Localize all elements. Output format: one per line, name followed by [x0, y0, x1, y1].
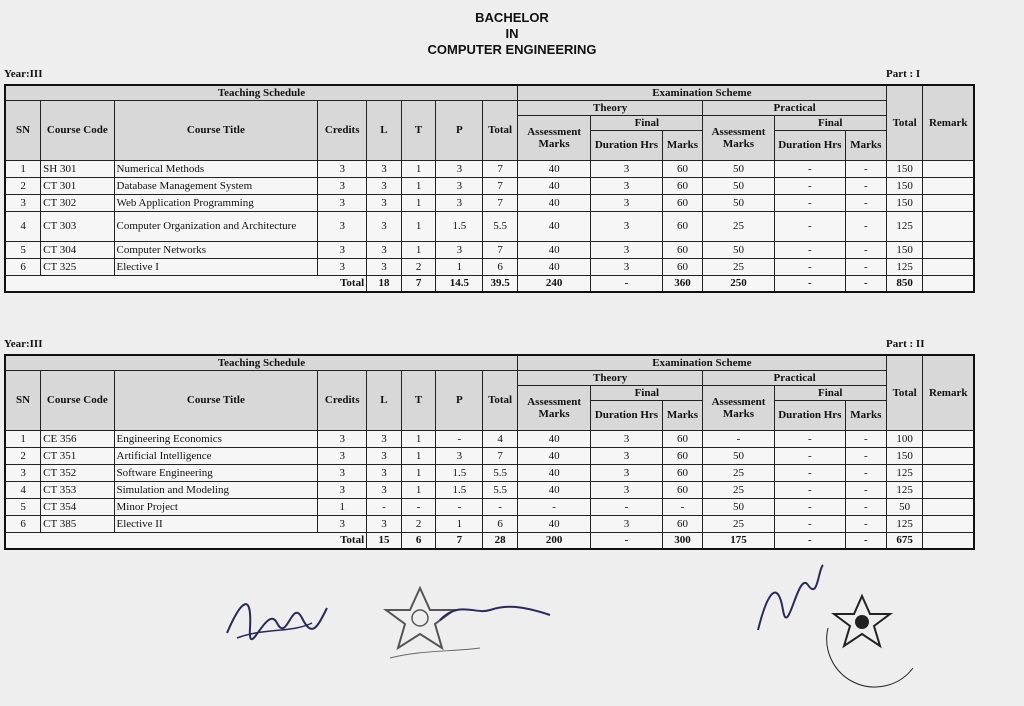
- table-cell: 125: [886, 464, 923, 481]
- table-cell: 3: [591, 515, 662, 532]
- table-cell: 3: [318, 447, 367, 464]
- header-t: T: [401, 370, 436, 430]
- header-final: Final: [774, 115, 886, 130]
- table-row: [5, 258, 974, 275]
- total-row: [5, 275, 974, 292]
- table-cell: CE 356: [41, 430, 114, 447]
- table-cell: 3: [367, 430, 402, 447]
- table-cell: [923, 464, 974, 481]
- table-row: [5, 481, 974, 498]
- table-cell: 3: [591, 481, 662, 498]
- table-cell: -: [436, 498, 483, 515]
- header-marks: Marks: [845, 400, 886, 430]
- table-cell: -: [774, 481, 845, 498]
- table-cell: -: [774, 447, 845, 464]
- table-cell: 1: [5, 430, 41, 447]
- table-cell: 1: [401, 160, 436, 177]
- header-assessment-marks: Assessment Marks: [517, 385, 590, 430]
- table-cell: 25: [703, 211, 774, 241]
- table-cell: 1: [401, 481, 436, 498]
- table-cell: CT 353: [41, 481, 114, 498]
- total-cell: 240: [517, 275, 590, 292]
- table-cell: 3: [436, 447, 483, 464]
- table-row: [5, 177, 974, 194]
- header-teaching-schedule: Teaching Schedule: [5, 355, 517, 370]
- table-cell: 60: [662, 430, 703, 447]
- total-cell: 18: [367, 275, 402, 292]
- table-cell: 3: [318, 177, 367, 194]
- table-cell: 3: [318, 430, 367, 447]
- table-cell: 3: [367, 258, 402, 275]
- table-cell: -: [774, 177, 845, 194]
- table-cell: 125: [886, 258, 923, 275]
- total-cell: 6: [401, 532, 436, 549]
- table-cell: 6: [5, 258, 41, 275]
- table-cell: 3: [367, 177, 402, 194]
- table-cell: 7: [483, 194, 518, 211]
- table-cell: CT 385: [41, 515, 114, 532]
- table-cell: [923, 447, 974, 464]
- table-cell: 50: [703, 177, 774, 194]
- table-cell: 60: [662, 447, 703, 464]
- table-cell: 6: [5, 515, 41, 532]
- total-cell: 300: [662, 532, 703, 549]
- header-marks: Marks: [662, 400, 703, 430]
- table-cell: Engineering Economics: [114, 430, 318, 447]
- table-cell: 150: [886, 447, 923, 464]
- table-cell: 4: [483, 430, 518, 447]
- table-cell: [923, 160, 974, 177]
- header-assessment-marks: Assessment Marks: [517, 115, 590, 160]
- table-cell: 3: [591, 241, 662, 258]
- table-cell: Computer Organization and Architecture: [114, 211, 318, 241]
- table-cell: Web Application Programming: [114, 194, 318, 211]
- table-cell: 3: [591, 177, 662, 194]
- table-cell: Simulation and Modeling: [114, 481, 318, 498]
- table-cell: 40: [517, 464, 590, 481]
- table-cell: CT 354: [41, 498, 114, 515]
- header-duration-hrs: Duration Hrs: [774, 130, 845, 160]
- table-cell: 2: [401, 515, 436, 532]
- table-cell: -: [703, 430, 774, 447]
- table-row: [5, 447, 974, 464]
- table-cell: 7: [483, 177, 518, 194]
- institute-seal: [818, 588, 928, 698]
- total-cell: 15: [367, 532, 402, 549]
- total-cell: -: [774, 532, 845, 549]
- table-cell: 40: [517, 211, 590, 241]
- total-row: [5, 532, 974, 549]
- table-cell: CT 303: [41, 211, 114, 241]
- table-cell: 40: [517, 430, 590, 447]
- table-cell: 50: [703, 160, 774, 177]
- table-cell: Elective II: [114, 515, 318, 532]
- table-cell: Database Management System: [114, 177, 318, 194]
- total-cell: 14.5: [436, 275, 483, 292]
- table-cell: 60: [662, 194, 703, 211]
- table-cell: [923, 241, 974, 258]
- table-cell: 40: [517, 194, 590, 211]
- table-row: [5, 430, 974, 447]
- header-assessment-marks: Assessment Marks: [703, 385, 774, 430]
- table-cell: [923, 211, 974, 241]
- schedule-table-part1: [4, 84, 975, 293]
- table-cell: 60: [662, 481, 703, 498]
- table-cell: -: [845, 498, 886, 515]
- table-cell: 4: [5, 481, 41, 498]
- table-cell: -: [845, 177, 886, 194]
- header-p: P: [436, 100, 483, 160]
- table-cell: -: [845, 481, 886, 498]
- table-cell: Minor Project: [114, 498, 318, 515]
- table-cell: -: [845, 447, 886, 464]
- table-cell: -: [774, 194, 845, 211]
- table-cell: 3: [367, 447, 402, 464]
- header-total: Total: [886, 85, 923, 160]
- table-cell: 1: [401, 194, 436, 211]
- table-cell: 3: [5, 464, 41, 481]
- header-t: T: [401, 100, 436, 160]
- header-credits: Credits: [318, 370, 367, 430]
- table-cell: 3: [318, 211, 367, 241]
- table-cell: CT 352: [41, 464, 114, 481]
- total-cell: 200: [517, 532, 590, 549]
- table-cell: CT 351: [41, 447, 114, 464]
- table-cell: 50: [886, 498, 923, 515]
- table-cell: 3: [436, 160, 483, 177]
- table-cell: -: [517, 498, 590, 515]
- header-remark: Remark: [923, 85, 974, 160]
- header-course-code: Course Code: [41, 370, 114, 430]
- header-l: L: [367, 370, 402, 430]
- header-remark: Remark: [923, 355, 974, 430]
- table-cell: -: [774, 464, 845, 481]
- table-cell: 150: [886, 194, 923, 211]
- table-cell: 3: [367, 464, 402, 481]
- table-cell: -: [774, 430, 845, 447]
- table-cell: [923, 481, 974, 498]
- table-cell: CT 302: [41, 194, 114, 211]
- table-cell: 125: [886, 211, 923, 241]
- total-cell: -: [591, 275, 662, 292]
- table-cell: 60: [662, 211, 703, 241]
- dean-seal-center: [380, 580, 560, 670]
- table-cell: 150: [886, 241, 923, 258]
- table-cell: 3: [318, 241, 367, 258]
- header-total: Total: [483, 100, 518, 160]
- table-cell: Software Engineering: [114, 464, 318, 481]
- table-cell: -: [845, 194, 886, 211]
- title-line-2: IN: [505, 26, 519, 41]
- table-cell: 3: [591, 194, 662, 211]
- table-cell: 1.5: [436, 211, 483, 241]
- table-cell: 150: [886, 160, 923, 177]
- table-cell: -: [436, 430, 483, 447]
- table-cell: -: [845, 160, 886, 177]
- table-cell: -: [774, 211, 845, 241]
- total-cell: -: [845, 275, 886, 292]
- table-cell: CT 304: [41, 241, 114, 258]
- header-examination-scheme: Examination Scheme: [517, 355, 886, 370]
- total-cell: [923, 275, 974, 292]
- total-cell: 360: [662, 275, 703, 292]
- table-cell: 3: [591, 430, 662, 447]
- table-row: [5, 498, 974, 515]
- table-cell: 40: [517, 241, 590, 258]
- table-cell: 1: [436, 515, 483, 532]
- document-title: [0, 10, 1024, 58]
- table-cell: [923, 194, 974, 211]
- table-cell: 3: [591, 464, 662, 481]
- table-cell: [923, 515, 974, 532]
- total-cell: 250: [703, 275, 774, 292]
- year-label-part2: Year:III: [4, 338, 43, 350]
- header-duration-hrs: Duration Hrs: [591, 130, 662, 160]
- table-row: [5, 211, 974, 241]
- table-cell: Computer Networks: [114, 241, 318, 258]
- table-cell: [923, 430, 974, 447]
- schedule-table-part2: [4, 354, 975, 550]
- total-cell: 7: [436, 532, 483, 549]
- table-cell: -: [845, 464, 886, 481]
- table-cell: 3: [367, 160, 402, 177]
- table-cell: SH 301: [41, 160, 114, 177]
- table-cell: 3: [318, 464, 367, 481]
- table-cell: 40: [517, 447, 590, 464]
- table-cell: -: [845, 430, 886, 447]
- table-cell: Numerical Methods: [114, 160, 318, 177]
- table-cell: 4: [5, 211, 41, 241]
- total-cell: -: [774, 275, 845, 292]
- part-label-part2: Part : II: [886, 338, 925, 350]
- table-cell: 1: [401, 211, 436, 241]
- table-cell: 3: [318, 160, 367, 177]
- table-cell: 3: [591, 160, 662, 177]
- table-cell: 7: [483, 160, 518, 177]
- table-cell: 50: [703, 498, 774, 515]
- table-cell: -: [774, 241, 845, 258]
- table-cell: 6: [483, 515, 518, 532]
- table-cell: 7: [483, 241, 518, 258]
- table-cell: 2: [401, 258, 436, 275]
- table-cell: -: [401, 498, 436, 515]
- table-cell: 3: [367, 194, 402, 211]
- table-cell: 25: [703, 481, 774, 498]
- table-cell: -: [662, 498, 703, 515]
- header-course-code: Course Code: [41, 100, 114, 160]
- table-cell: 5: [5, 498, 41, 515]
- table-cell: [923, 498, 974, 515]
- table-cell: 60: [662, 464, 703, 481]
- table-cell: 100: [886, 430, 923, 447]
- table-cell: 60: [662, 241, 703, 258]
- table-cell: 3: [367, 515, 402, 532]
- table-cell: 1: [401, 447, 436, 464]
- header-theory: Theory: [517, 100, 702, 115]
- table-cell: 3: [591, 258, 662, 275]
- table-cell: -: [483, 498, 518, 515]
- table-cell: 7: [483, 447, 518, 464]
- table-cell: 125: [886, 515, 923, 532]
- header-credits: Credits: [318, 100, 367, 160]
- table-cell: 1: [318, 498, 367, 515]
- table-cell: 3: [367, 481, 402, 498]
- table-cell: 3: [318, 515, 367, 532]
- header-course-title: Course Title: [114, 100, 318, 160]
- table-cell: 5.5: [483, 211, 518, 241]
- table-cell: 1: [401, 241, 436, 258]
- table-cell: 2: [5, 177, 41, 194]
- table-cell: 3: [591, 211, 662, 241]
- total-cell: -: [591, 532, 662, 549]
- table-cell: 5.5: [483, 481, 518, 498]
- total-cell: -: [845, 532, 886, 549]
- table-cell: 125: [886, 481, 923, 498]
- total-cell: 39.5: [483, 275, 518, 292]
- header-total: Total: [886, 355, 923, 430]
- total-cell: 175: [703, 532, 774, 549]
- header-practical: Practical: [703, 100, 886, 115]
- table-cell: 40: [517, 481, 590, 498]
- table-row: [5, 241, 974, 258]
- table-cell: -: [591, 498, 662, 515]
- table-cell: 150: [886, 177, 923, 194]
- table-cell: CT 325: [41, 258, 114, 275]
- header-practical: Practical: [703, 370, 886, 385]
- header-course-title: Course Title: [114, 370, 318, 430]
- part-label-part1: Part : I: [886, 68, 921, 80]
- header-final: Final: [591, 385, 703, 400]
- table-cell: 50: [703, 447, 774, 464]
- table-cell: -: [774, 258, 845, 275]
- header-duration-hrs: Duration Hrs: [774, 400, 845, 430]
- table-cell: 3: [367, 241, 402, 258]
- header-final: Final: [591, 115, 703, 130]
- signature-left: [222, 588, 332, 648]
- table-cell: Elective I: [114, 258, 318, 275]
- header-duration-hrs: Duration Hrs: [591, 400, 662, 430]
- table-cell: 1.5: [436, 464, 483, 481]
- header-total: Total: [483, 370, 518, 430]
- table-row: [5, 515, 974, 532]
- table-cell: 1: [5, 160, 41, 177]
- header-theory: Theory: [517, 370, 702, 385]
- table-cell: 1: [401, 430, 436, 447]
- total-cell: 675: [886, 532, 923, 549]
- table-cell: 40: [517, 515, 590, 532]
- total-cell: [923, 532, 974, 549]
- table-cell: 40: [517, 160, 590, 177]
- table-cell: CT 301: [41, 177, 114, 194]
- table-cell: [923, 177, 974, 194]
- table-cell: 1: [401, 464, 436, 481]
- table-cell: -: [845, 241, 886, 258]
- table-cell: 60: [662, 177, 703, 194]
- table-cell: 3: [436, 194, 483, 211]
- table-cell: 25: [703, 258, 774, 275]
- table-cell: -: [367, 498, 402, 515]
- table-cell: 1: [401, 177, 436, 194]
- total-cell: 7: [401, 275, 436, 292]
- table-row: [5, 160, 974, 177]
- table-cell: 25: [703, 464, 774, 481]
- table-cell: -: [774, 160, 845, 177]
- table-cell: Artificial Intelligence: [114, 447, 318, 464]
- year-label-part1: Year:III: [4, 68, 43, 80]
- table-cell: 60: [662, 515, 703, 532]
- table-cell: 6: [483, 258, 518, 275]
- table-cell: 3: [367, 211, 402, 241]
- table-cell: -: [845, 515, 886, 532]
- table-cell: 5: [5, 241, 41, 258]
- header-sn: SN: [5, 100, 41, 160]
- table-cell: 60: [662, 160, 703, 177]
- table-cell: 3: [591, 447, 662, 464]
- header-assessment-marks: Assessment Marks: [703, 115, 774, 160]
- header-sn: SN: [5, 370, 41, 430]
- table-cell: 1: [436, 258, 483, 275]
- table-cell: 3: [436, 177, 483, 194]
- table-cell: 60: [662, 258, 703, 275]
- total-cell: 28: [483, 532, 518, 549]
- table-cell: 3: [318, 481, 367, 498]
- table-row: [5, 194, 974, 211]
- table-cell: 40: [517, 258, 590, 275]
- header-l: L: [367, 100, 402, 160]
- total-label: Total: [5, 275, 367, 292]
- header-final: Final: [774, 385, 886, 400]
- header-teaching-schedule: Teaching Schedule: [5, 85, 517, 100]
- header-marks: Marks: [845, 130, 886, 160]
- table-cell: 2: [5, 447, 41, 464]
- table-cell: 3: [318, 258, 367, 275]
- table-cell: 25: [703, 515, 774, 532]
- table-cell: 5.5: [483, 464, 518, 481]
- title-line-3: COMPUTER ENGINEERING: [427, 42, 597, 57]
- table-cell: 3: [318, 194, 367, 211]
- total-label: Total: [5, 532, 367, 549]
- table-cell: 3: [5, 194, 41, 211]
- title-line-1: BACHELOR: [475, 10, 549, 25]
- header-marks: Marks: [662, 130, 703, 160]
- table-cell: -: [774, 498, 845, 515]
- table-cell: 50: [703, 241, 774, 258]
- header-examination-scheme: Examination Scheme: [517, 85, 886, 100]
- table-cell: -: [845, 211, 886, 241]
- table-cell: -: [845, 258, 886, 275]
- table-cell: 40: [517, 177, 590, 194]
- table-cell: 1.5: [436, 481, 483, 498]
- header-p: P: [436, 370, 483, 430]
- signature-right: [748, 560, 828, 640]
- table-cell: [923, 258, 974, 275]
- total-cell: 850: [886, 275, 923, 292]
- table-row: [5, 464, 974, 481]
- table-cell: 50: [703, 194, 774, 211]
- table-cell: 3: [436, 241, 483, 258]
- table-cell: -: [774, 515, 845, 532]
